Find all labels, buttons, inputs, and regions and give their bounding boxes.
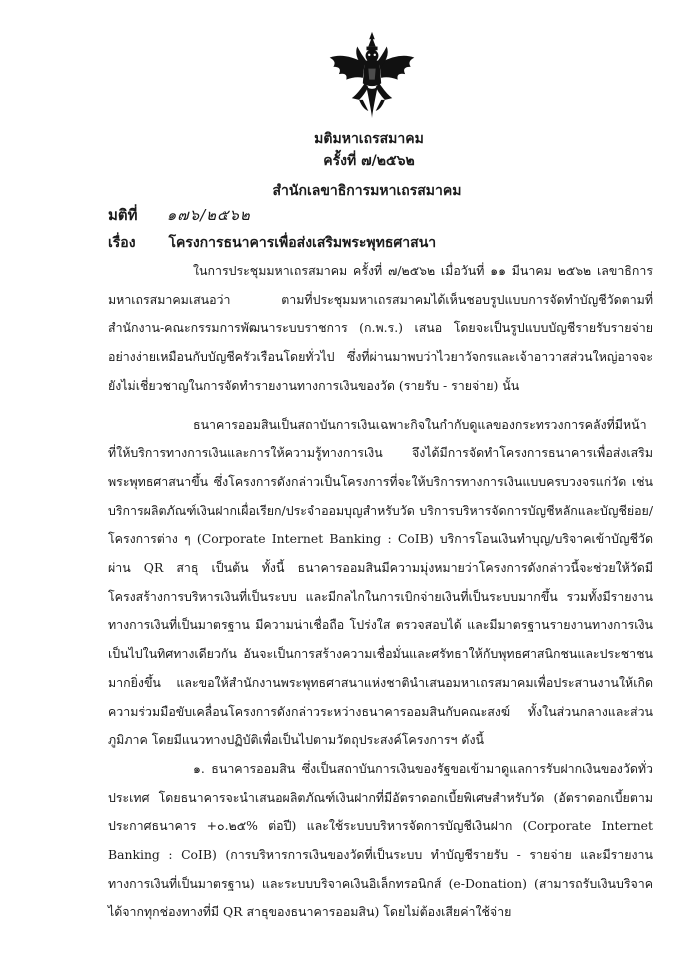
issuing-office: สำนักเลขาธิการมหาเถรสมาคม [272,183,462,199]
meeting-number: ครั้งที่ ๗/๒๕๖๒ [323,153,415,169]
resolution-number: ๑๗๖/๒๕๖๒ [166,206,251,224]
garuda-emblem-icon [326,30,418,122]
header-title: มติมหาเถรสมาคม [314,131,424,147]
paragraph-gsb: ธนาคารออมสินเป็นสถาบันการเงินเฉพาะกิจในกำกับดูแลของกระทรวงการคลังที่มีหน้าที่ให้บริการทางการเงินและการให้ความรู้ทางการเงิน จึงได้มีการจัดทำโครงการธนาคารเพื่อส่งเสริมพระพุทธศาสนาขึ้น ซึ่งโครงการดังกล่าวเป็นโครงการที่จะให้บริการทางการเงินแบบครบวงจรแก่วัด เช่น บริการผลิตภัณฑ์เงินฝากเผื่อเรียก/ประจำออมบุญสำหรับวัด บริการบริหารจัดการบัญชีหลักและบัญชีย่อย/โครงการต่าง ๆ (Corporate Internet Banking : CoIB) บริการโอนเงินทำบุญ/บริจาคเข้าบัญชีวัดผ่าน QR สาธุ เป็นต้น ทั้งนี้ ธนาคารออมสินมีความมุ่งหมายว่าโครงการดังกล่าวนี้จะช่วยให้วัดมีโครงสร้างการบริหารเงินที่เป็นระบบ และมีกลไกในการเบิกจ่ายเงินที่เป็นระบบมากขึ้น รวมทั้งมีรายงานทางการเงินที่เป็นมาตรฐาน มีความน่าเชื่อถือ โปร่งใส ตรวจสอบได้ และมีมาตรฐานรายงานทางการเงินเป็นไปในทิศทางเดียวกัน อันจะเป็นการสร้างความเชื่อมั่นและศรัทธาให้กับพุทธศาสนิกชนและประชาชนมากยิ่งขึ้น และขอให้สำนักงานพระพุทธศาสนาแห่งชาตินำเสนอมหาเถรสมาคมเพื่อประสานงานให้เกิดความร่วมมือขับเคลื่อนโครงการดังกล่าวระหว่างธนาคารออมสินกับคณะสงฆ์ ทั้งในส่วนกลางและส่วนภูมิภาค โดยมีแนวทางปฏิบัติเพื่อเป็นไปตามวัตถุประสงค์โครงการฯ ดังนี้ [108,416,653,748]
paragraph-item-1: ๑. ธนาคารออมสิน ซึ่งเป็นสถาบันการเงินของรัฐขอเข้ามาดูแลการรับฝากเงินของวัดทั่วประเทศ โดยธนาคารจะนำเสนอผลิตภัณฑ์เงินฝากที่มีอัตราดอกเบี้ยพิเศษสำหรับวัด (อัตราดอกเบี้ยตามประกาศธนาคาร +๐.๒๕% ต่อปี) และใช้ระบบบริหารจัดการบัญชีเงินฝาก (Corporate Internet Banking : CoIB) (การบริหารการเงินของวัดที่เป็นระบบ ทำบัญชีรายรับ - รายจ่าย และมีรายงานทางการเงินที่เป็นมาตรฐาน) และระบบบริจาคเงินอิเล็กทรอนิกส์ (e-Donation) (สามารถรับเงินบริจาคได้จากทุกช่องทางที่มี QR สาธุของธนาคารออมสิน) โดยไม่ต้องเสียค่าใช้จ่าย [108,760,653,920]
resolution-line [108,203,251,227]
paragraph-intro: ในการประชุมมหาเถรสมาคม ครั้งที่ ๗/๒๕๖๒ เมื่อวันที่ ๑๑ มีนาคม ๒๕๖๒ เลขาธิการมหาเถรสมาคมเสนอว่า ตามที่ประชุมมหาเถรสมาคมได้เห็นชอบรูปแบบการจัดทำบัญชีวัดตามที่สำนักงาน-คณะกรรมการพัฒนาระบบราชการ (ก.พ.ร.) เสนอ โดยจะเป็นรูปแบบบัญชีรายรับรายจ่ายอย่างง่ายเหมือนกับบัญชีครัวเรือนโดยทั่วไป ซึ่งที่ผ่านมาพบว่าไวยาวัจกรและเจ้าอาวาสส่วนใหญ่อาจจะยังไม่เชี่ยวชาญในการจัดทำรายงานทางการเงินของวัด (รายรับ - รายจ่าย) นั้น [108,263,653,393]
subject-label: เรื่อง [108,235,136,251]
subject-line [108,232,436,254]
subject-text: โครงการธนาคารเพื่อส่งเสริมพระพุทธศาสนา [168,235,437,251]
document-body [108,257,653,927]
resolution-label: มติที่ [108,206,138,224]
